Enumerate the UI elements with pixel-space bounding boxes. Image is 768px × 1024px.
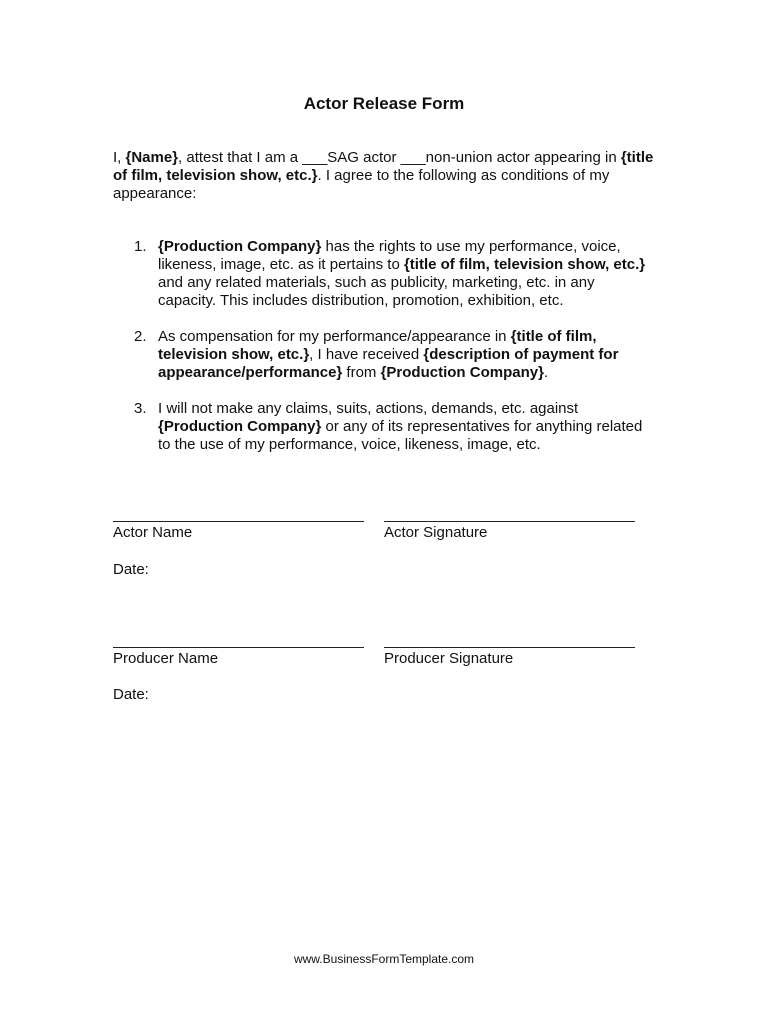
form-title: Actor Release Form (303, 94, 465, 113)
name-placeholder: {Name} (125, 149, 179, 166)
item-text: from (342, 364, 381, 381)
item-text: . (543, 364, 549, 381)
payment-placeholder: {description of payment for appearance/performance} (158, 346, 619, 381)
intro-text-3: . I agree to the following as conditions of my appearance: (113, 167, 610, 202)
item-text: I will not make any claims, suits, actions, demands, etc. against (158, 400, 579, 417)
footer-website: www.BusinessFormTemplate.com (293, 952, 475, 966)
producer-name-line (113, 647, 364, 648)
title-placeholder: {title of film, television show, etc.} (113, 149, 654, 184)
actor-date-label: Date: (113, 561, 149, 578)
intro-text-1: I, (113, 149, 126, 166)
item-number: 2. (134, 328, 147, 345)
producer-name-label: Producer Name (113, 650, 219, 667)
producer-date-label: Date: (113, 686, 149, 703)
actor-name-line (113, 521, 364, 522)
condition-item-2 (134, 328, 654, 382)
intro-paragraph (113, 149, 658, 203)
title-placeholder: {title of film, television show, etc.} (158, 328, 597, 363)
item-text: and any related materials, such as publicity, marketing, etc. in any capacity. This includes distribution, promotion, exhibition, etc. (158, 274, 595, 309)
company-placeholder: {Production Company} (158, 238, 322, 255)
item-text: has the rights to use my performance, voice, likeness, image, etc. as it pertains to (158, 238, 621, 273)
producer-signature-label: Producer Signature (384, 650, 514, 667)
company-placeholder: {Production Company} (158, 418, 322, 435)
actor-name-label: Actor Name (113, 524, 193, 541)
actor-signature-label: Actor Signature (384, 524, 488, 541)
condition-item-3 (134, 400, 654, 454)
intro-text-2: , attest that I am a ___SAG actor ___non-union actor appearing in (178, 149, 621, 166)
actor-signature-line (384, 521, 635, 522)
company-placeholder: {Production Company} (380, 364, 544, 381)
item-text: , I have received (309, 346, 424, 363)
title-placeholder: {title of film, television show, etc.} (403, 256, 646, 273)
condition-item-1 (134, 238, 654, 310)
item-text: or any of its representatives for anything related to the use of my performance, voice, likeness, image, etc. (158, 418, 643, 453)
item-text: As compensation for my performance/appearance in (158, 328, 511, 345)
producer-signature-line (384, 647, 635, 648)
item-number: 3. (134, 400, 147, 417)
item-number: 1. (134, 238, 147, 255)
